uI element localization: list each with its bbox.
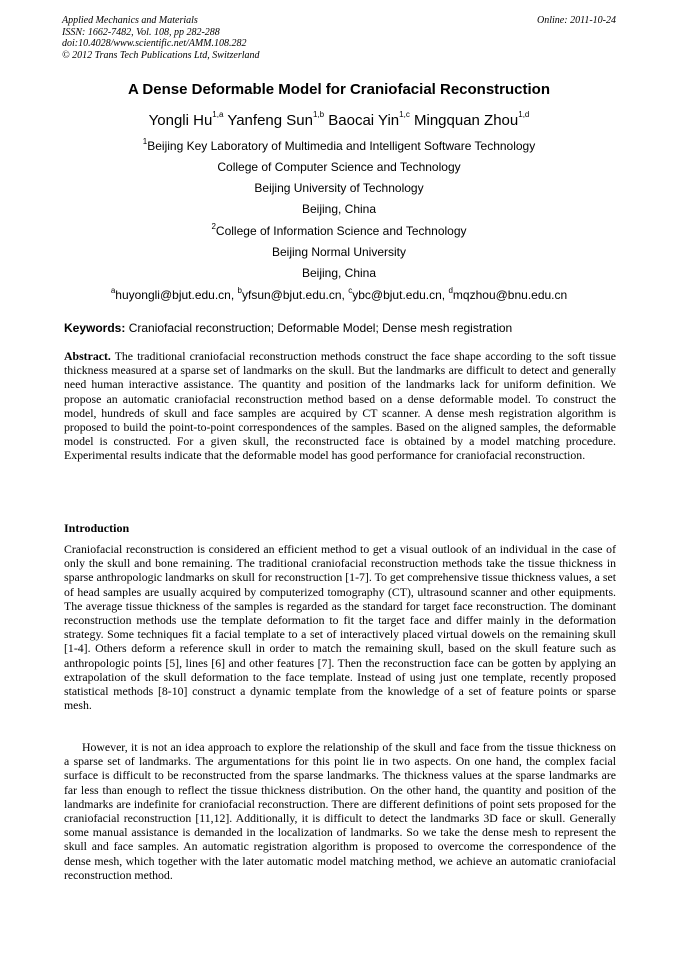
intro-paragraph-2: However, it is not an idea approach to explore the relationship of the skull and face from the tissue thickness on a sparse set of landmarks. The argumentations for this point lie in two aspects. On one hand, the complex facial surface is difficult to be reconstructed from the sparse landmarks. The thickness values at the sparse landmarks are far less than enough to reflect the tissue thickness distribution. On the other hand, the quantity and position of the landmarks are indefinite for craniofacial reconstruction. There are different definitions of point sets proposed for the craniofacial reconstruction [11,12]. Additionally, it is difficult to detect the landmarks 3D face or skull. Generally some manual assistance is demanded in the localization of landmarks. So we take the dense mesh to represent the skull and face samples. An automatic registration algorithm is proposed to overcome the correspondence of the dense mesh, which together with the later automatic model matching method, we achieve an automatic craniofacial reconstruction method. bbox=[64, 740, 616, 882]
journal-doi: doi:10.4028/www.scientific.net/AMM.108.282 bbox=[62, 38, 247, 49]
email-address: ybc@bjut.edu.cn, bbox=[352, 288, 449, 302]
email-sup: c bbox=[348, 286, 353, 295]
author-name: Baocai Yin bbox=[328, 112, 400, 129]
author-name: Yanfeng Sun bbox=[227, 112, 313, 129]
keywords-label: Keywords: bbox=[64, 321, 126, 335]
author-name: Mingquan Zhou bbox=[414, 112, 519, 129]
journal-copyright: © 2012 Trans Tech Publications Ltd, Switzerland bbox=[62, 49, 260, 61]
email-address: mqzhou@bnu.edu.cn bbox=[452, 288, 568, 302]
email-list bbox=[0, 288, 678, 302]
affiliation-line: Beijing University of Technology bbox=[254, 181, 424, 195]
affiliation-text: College of Information Science and Technology bbox=[215, 224, 467, 238]
abstract bbox=[64, 349, 616, 463]
affiliation-line: Beijing, China bbox=[301, 202, 377, 216]
intro-paragraph-1: Craniofacial reconstruction is considered an efficient method to get a visual outlook of an individual in the case of only the skull and bone remaining. The traditional craniofacial reconstruction methods take the tissue thickness in sparse anthropologic landmarks on skull for reconstruction [1-7]. To get comprehensive tissue thickness values, a set of head samples are usually acquired by computerized tomography (CT), ultrasound scanner and other equipments. The average tissue thickness of the samples is regarded as the standard for target face reconstruction. The dominant reconstruction methods use the template deformation to fit the target face and differ mainly in the deformation strategy. Some techniques fit a facial template to a set of interactively placed virtual dowels on the remaining skull [1-4]. Others deform a reference skull in order to match the remaining skull, based on the skull feature such as anthropologic points [5], lines [6] and other features [7]. Then the reconstruction face can be gotten by applying an extrapolation of the skull deformation to the face template. Instead of using just one template, recently proposed statistical methods [8-10] construct a dynamic template from the knowledge of a set of feature points or sparse mesh. bbox=[64, 542, 616, 713]
abstract-text: The traditional craniofacial reconstruction methods construct the face shape according to the soft tissue thickness measured at a sparse set of landmarks on the skull. But the landmarks are difficult to detect and generally need human interactive assistance. The quantity and position of the landmarks lack for uniform definition. We propose an automatic craniofacial reconstruction method based on a dense deformable model. To construct the model, hundreds of skull and face samples are acquired by CT scanner. A dense mesh registration algorithm is proposed to build the point-to-point correspondences of the samples. Based on the aligned samples, the deformable model is constructed. For a given skull, the reconstructed face is obtained by a model matching procedure. Experimental results indicate that the deformable model has good performance for craniofacial reconstruction. bbox=[64, 349, 616, 463]
email-address: huyongli@bjut.edu.cn, bbox=[115, 288, 238, 302]
paper-title: A Dense Deformable Model for Craniofacial Reconstruction bbox=[127, 81, 551, 98]
affiliation-line bbox=[0, 224, 678, 238]
email-sup: b bbox=[237, 286, 242, 295]
journal-header bbox=[62, 15, 616, 61]
journal-issn: ISSN: 1662-7482, Vol. 108, pp 282-288 bbox=[62, 26, 220, 38]
email-sup: a bbox=[110, 286, 116, 295]
affiliation-line bbox=[0, 139, 678, 153]
affiliation-text: Beijing Key Laboratory of Multimedia and Intelligent Software Technology bbox=[147, 139, 536, 153]
author-sup: 1,a bbox=[212, 110, 224, 119]
author-sup: 1,d bbox=[518, 110, 530, 119]
affiliation-line: Beijing Normal University bbox=[271, 245, 407, 259]
email-sup: d bbox=[448, 286, 453, 295]
author-sup: 1,b bbox=[312, 110, 325, 119]
affiliation-sup: 1 bbox=[142, 137, 148, 146]
affiliation-line: Beijing, China bbox=[301, 266, 377, 280]
affiliation-sup: 2 bbox=[211, 222, 216, 231]
author-name: Yongli Hu bbox=[148, 112, 213, 129]
online-date: Online: 2011-10-24 bbox=[537, 15, 616, 26]
abstract-label: Abstract. bbox=[64, 349, 111, 363]
email-address: yfsun@bjut.edu.cn, bbox=[241, 288, 349, 302]
section-heading-introduction: Introduction bbox=[64, 521, 130, 535]
keywords-text: Craniofacial reconstruction; Deformable Model; Dense mesh registration bbox=[125, 321, 513, 335]
keywords bbox=[64, 321, 616, 335]
author-list bbox=[0, 112, 678, 129]
journal-name: Applied Mechanics and Materials bbox=[62, 15, 198, 26]
author-sup: 1,c bbox=[399, 110, 410, 119]
affiliation-line: College of Computer Science and Technology bbox=[217, 160, 461, 174]
